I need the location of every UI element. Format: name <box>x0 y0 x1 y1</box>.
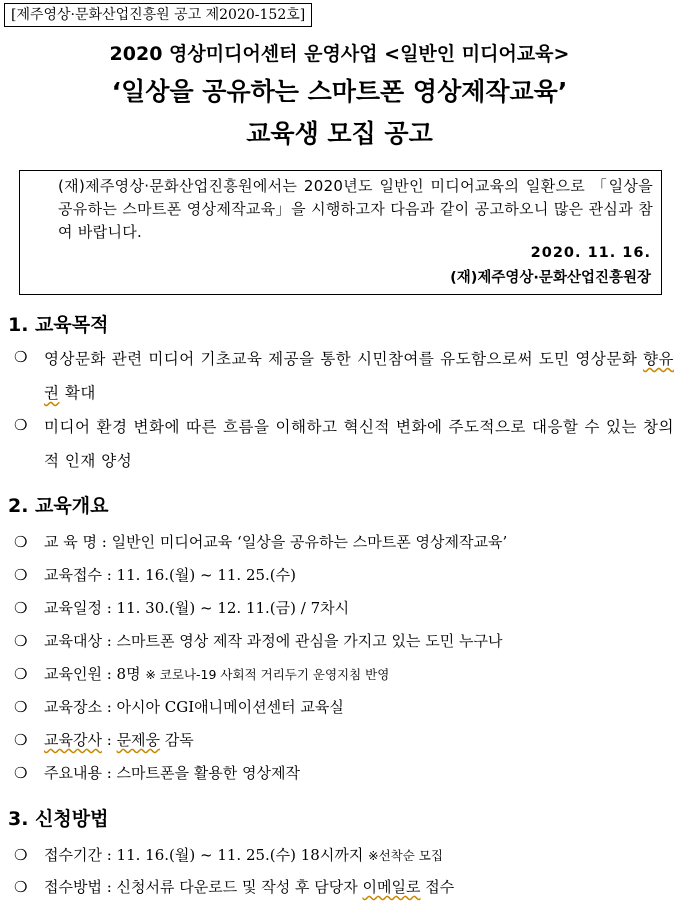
section-heading-overview: 2. 교육개요 <box>8 495 109 517</box>
intro-box <box>19 170 662 295</box>
bullet-circle-icon: ❍ <box>14 878 28 896</box>
intro-signature: (재)제주영상·문화산업진흥원장 <box>450 270 651 286</box>
bullet-circle-icon: ❍ <box>14 846 28 864</box>
bullet-circle-icon: ❍ <box>14 348 28 366</box>
spellcheck-flagged-word: 교육강사 <box>44 731 102 749</box>
bullet-circle-icon: ❍ <box>14 764 28 782</box>
list-item-text: 접수기간 : 11. 16.(월) ~ 11. 25.(수) 18시까지 ※선착순 모집 <box>44 846 443 864</box>
title-line-1: 2020 영상미디어센터 운영사업 <일반인 미디어교육> <box>109 43 570 65</box>
list-item-text: 영상문화 관련 미디어 기초교육 제공을 통한 시민참여를 유도함으로써 도민 영상문화 향유권 확대 <box>44 350 674 402</box>
bullet-circle-icon: ❍ <box>14 731 28 749</box>
bullet-circle-icon: ❍ <box>14 665 28 683</box>
list-item-note: ※선착순 모집 <box>368 848 443 863</box>
spellcheck-flagged-word: 문제웅 <box>116 731 161 749</box>
list-item-text: 교육강사 : 문제웅 감독 <box>44 731 194 749</box>
list-item-text: 접수방법 : 신청서류 다운로드 및 작성 후 담당자 이메일로 접수 <box>44 878 455 896</box>
list-item-text: 교육대상 : 스마트폰 영상 제작 과정에 관심을 가지고 있는 도민 누구나 <box>44 632 503 650</box>
list-item-text: 주요내용 : 스마트폰을 활용한 영상제작 <box>44 764 300 782</box>
section-heading-application: 3. 신청방법 <box>8 808 109 830</box>
intro-date: 2020. 11. 16. <box>530 245 651 261</box>
notice-number: [제주영상·문화산업진흥원 공고 제2020-152호] <box>4 3 312 27</box>
title-line-3: 교육생 모집 공고 <box>246 119 433 148</box>
list-item-text: 미디어 환경 변화에 따른 흐름을 이해하고 혁신적 변화에 주도적으로 대응할 수 있는 창의적 인재 양성 <box>44 418 674 470</box>
spellcheck-flagged-word: 향유권 <box>44 350 674 402</box>
bullet-circle-icon: ❍ <box>14 599 28 617</box>
list-item-text: 교 육 명 : 일반인 미디어교육 ‘일상을 공유하는 스마트폰 영상제작교육’ <box>44 533 508 551</box>
section-heading-purpose: 1. 교육목적 <box>8 314 109 336</box>
bullet-circle-icon: ❍ <box>14 632 28 650</box>
intro-text: (재)제주영상·문화산업진흥원에서는 2020년도 일반인 미디어교육의 일환으로 「일상을 공유하는 스마트폰 영상제작교육」을 시행하고자 다음과 같이 공고하오니 많은 관심과 참여 바랍니다. <box>58 177 653 241</box>
title-line-2: ‘일상을 공유하는 스마트폰 영상제작교육’ <box>111 77 568 106</box>
spellcheck-flagged-word: 이메일로 <box>362 878 421 896</box>
list-item-text: 교육일정 : 11. 30.(월) ~ 12. 11.(금) / 7차시 <box>44 599 350 617</box>
list-item-text: 교육장소 : 아시아 CGI애니메이션센터 교육실 <box>44 698 344 716</box>
list-item-text: 교육접수 : 11. 16.(월) ~ 11. 25.(수) <box>44 566 296 584</box>
bullet-circle-icon: ❍ <box>14 533 28 551</box>
bullet-circle-icon: ❍ <box>14 698 28 716</box>
list-item-note: ※ 코로나-19 사회적 거리두기 운영지침 반영 <box>145 667 390 682</box>
bullet-circle-icon: ❍ <box>14 416 28 434</box>
list-item-text: 교육인원 : 8명 ※ 코로나-19 사회적 거리두기 운영지침 반영 <box>44 665 390 683</box>
bullet-circle-icon: ❍ <box>14 566 28 584</box>
